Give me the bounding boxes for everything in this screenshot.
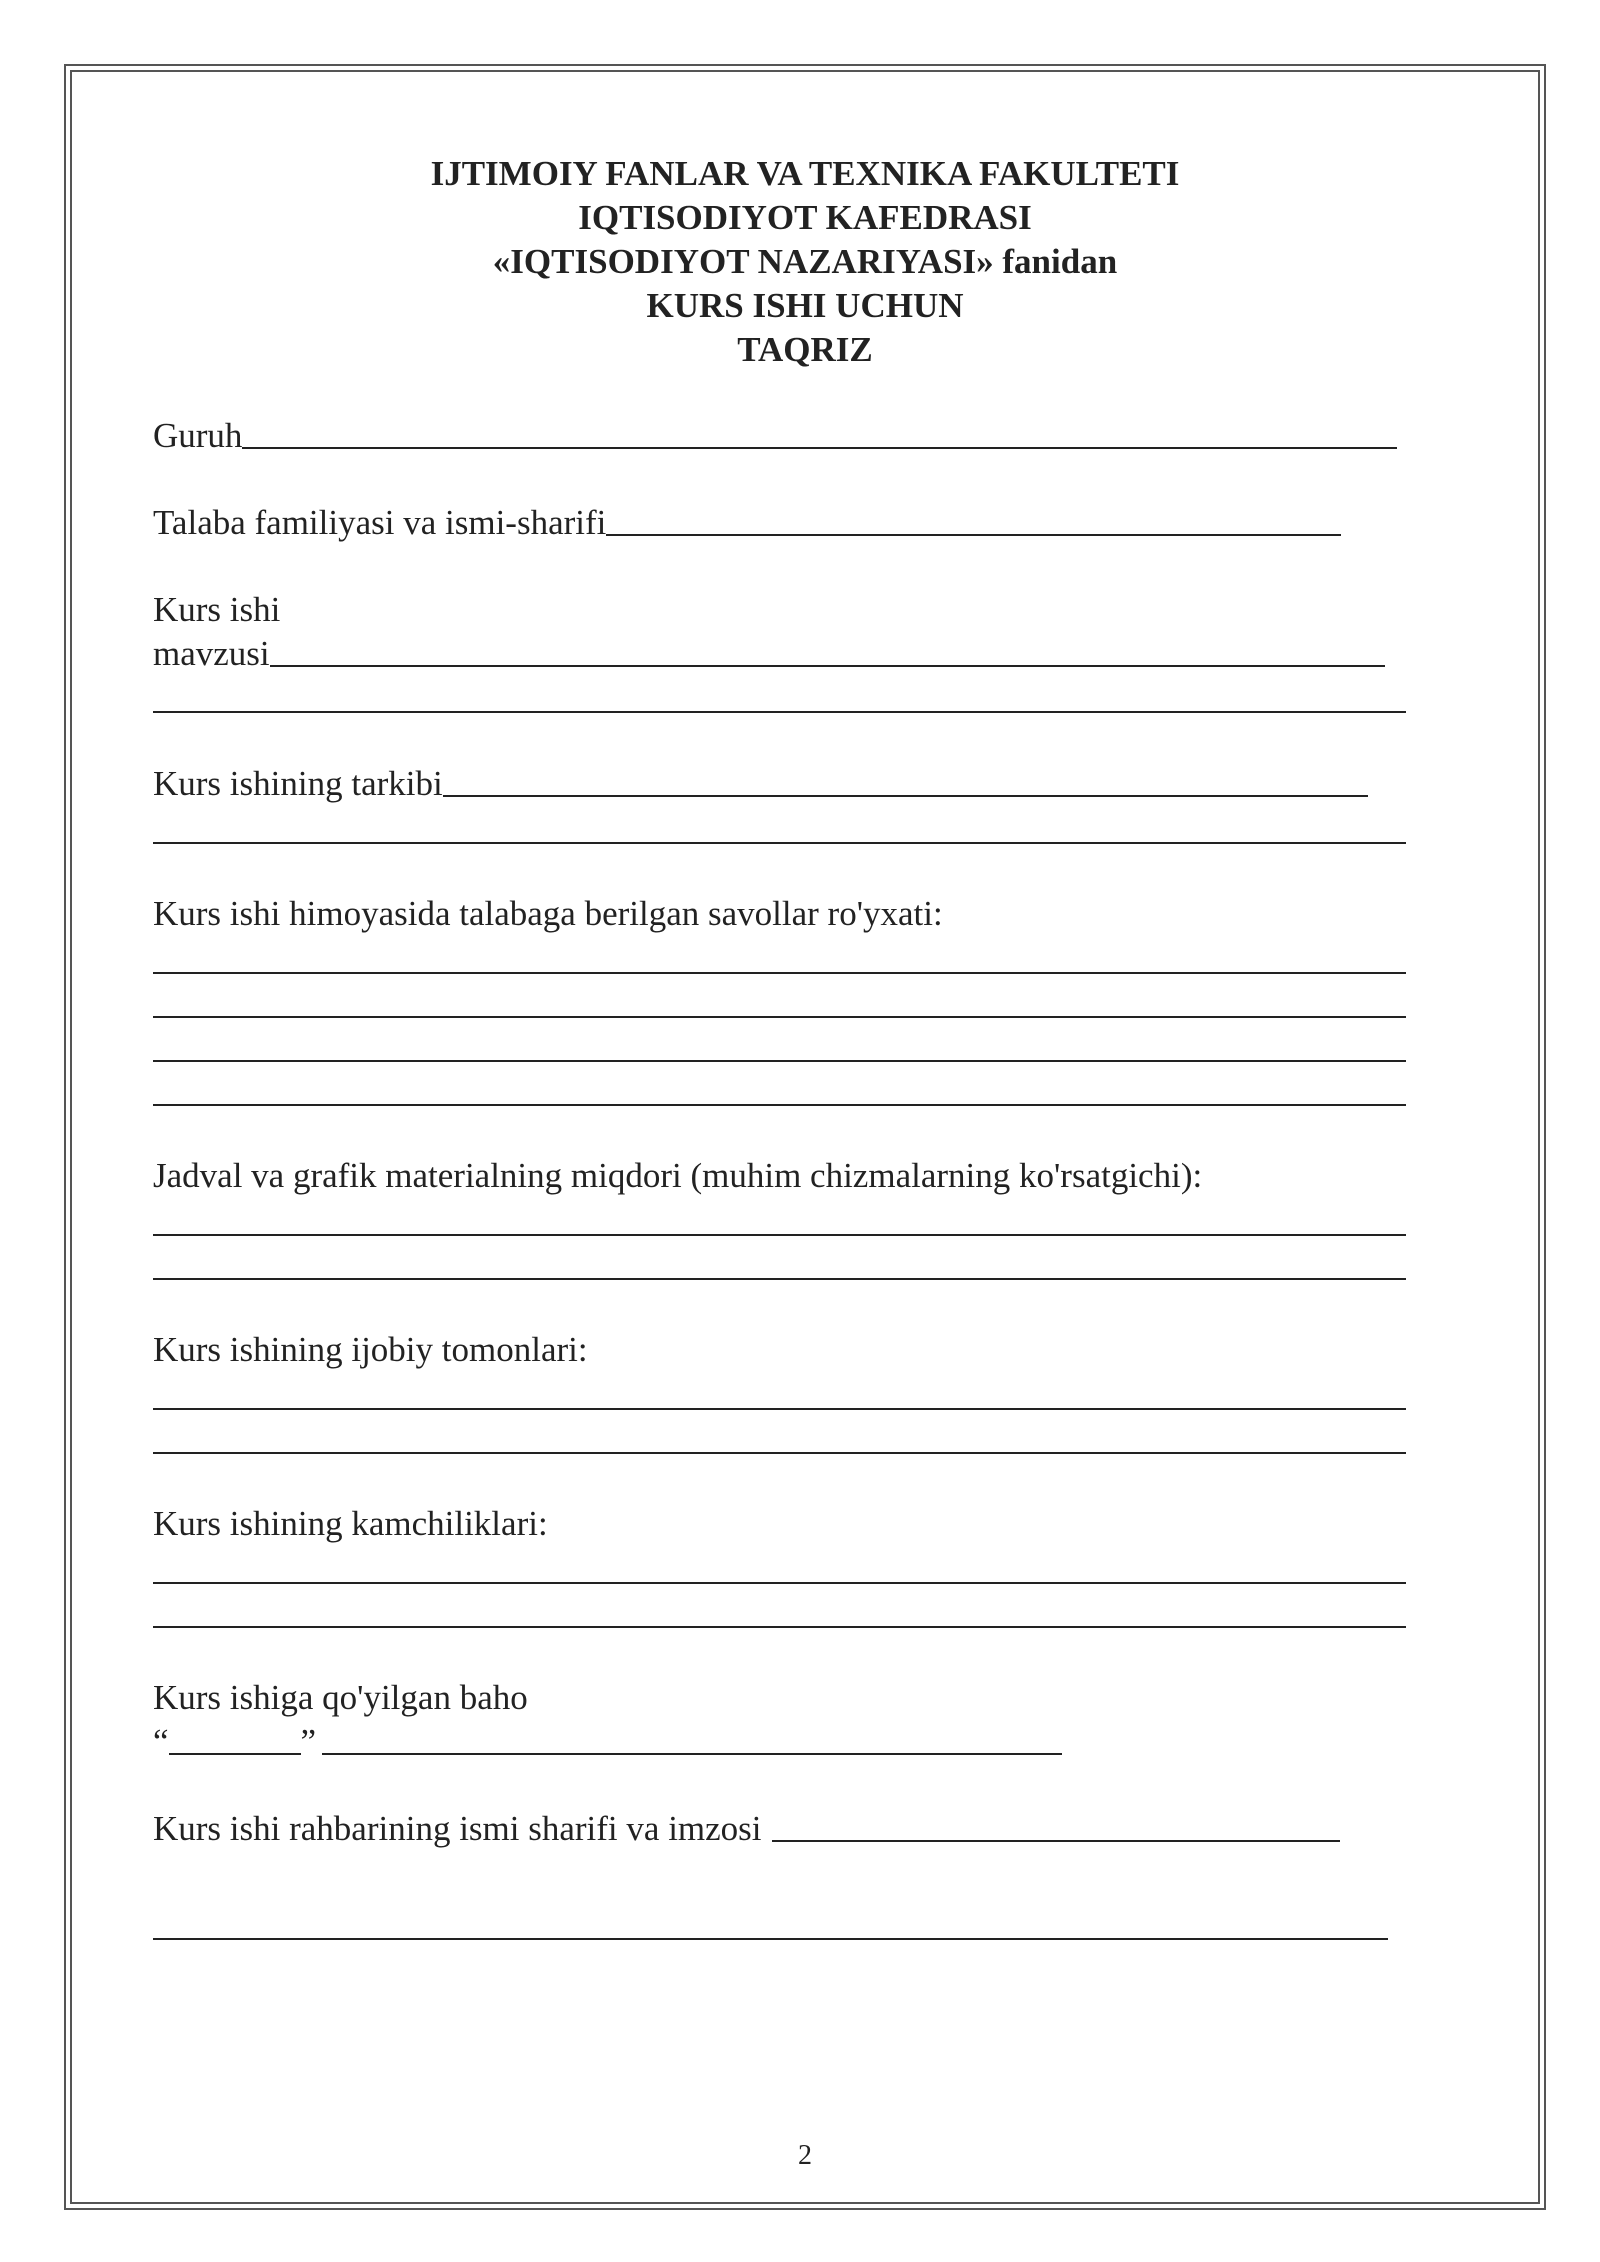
topic-field — [153, 630, 1385, 674]
questions-label: Kurs ishi himoyasida talabaga berilgan savollar ro'yxati: — [153, 894, 943, 933]
page-number: 2 — [798, 2140, 812, 2171]
group-field — [153, 412, 1397, 456]
student-name-input-line[interactable] — [606, 534, 1341, 536]
graphics-line-2[interactable] — [153, 1278, 1406, 1280]
grade-field — [153, 1718, 1062, 1762]
topic-label-line1 — [153, 586, 280, 630]
questions-line-3[interactable] — [153, 1060, 1406, 1062]
grade-label: Kurs ishiga qo'yilgan baho — [153, 1678, 528, 1717]
page-border-inner — [70, 70, 1540, 2204]
faculty-title: IJTIMOIY FANLAR VA TEXNIKA FAKULTETI — [430, 154, 1180, 193]
questions-field — [153, 890, 943, 934]
positives-label: Kurs ishining ijobiy tomonlari: — [153, 1330, 588, 1369]
structure-label: Kurs ishining tarkibi — [153, 764, 443, 803]
grade-label-row — [153, 1674, 528, 1718]
structure-extra-line[interactable] — [153, 842, 1406, 844]
questions-line-1[interactable] — [153, 972, 1406, 974]
grade-words-line[interactable] — [322, 1753, 1062, 1755]
supervisor-extra-line[interactable] — [153, 1938, 1388, 1940]
shortcomings-line-2[interactable] — [153, 1626, 1406, 1628]
positives-field — [153, 1326, 588, 1370]
student-name-field — [153, 499, 1341, 543]
supervisor-field — [153, 1805, 1340, 1849]
topic-input-line[interactable] — [270, 665, 1385, 667]
supervisor-label: Kurs ishi rahbarining ismi sharifi va imzosi — [153, 1809, 762, 1848]
group-label: Guruh — [153, 416, 243, 455]
document-header — [70, 152, 1540, 372]
shortcomings-line-1[interactable] — [153, 1582, 1406, 1584]
shortcomings-field — [153, 1500, 548, 1544]
document-type: TAQRIZ — [737, 330, 873, 369]
topic-label-part1: Kurs ishi — [153, 590, 281, 629]
graphics-line-1[interactable] — [153, 1234, 1406, 1236]
subject-title: «IQTISODIYOT NAZARIYASI» fanidan — [492, 242, 1118, 281]
questions-line-2[interactable] — [153, 1016, 1406, 1018]
graphics-label: Jadval va grafik materialning miqdori (muhim chizmalarning ko'rsatgichi): — [153, 1156, 1203, 1195]
questions-line-4[interactable] — [153, 1104, 1406, 1106]
grade-score-line[interactable] — [169, 1753, 301, 1755]
document-purpose: KURS ISHI UCHUN — [646, 286, 964, 325]
grade-open-quote: “ — [153, 1722, 169, 1761]
student-name-label: Talaba familiyasi va ismi-sharifi — [153, 503, 607, 542]
graphics-field — [153, 1152, 1202, 1196]
shortcomings-label: Kurs ishining kamchiliklari: — [153, 1504, 548, 1543]
group-input-line[interactable] — [242, 447, 1397, 449]
structure-input-line[interactable] — [443, 795, 1368, 797]
department-title: IQTISODIYOT KAFEDRASI — [578, 198, 1032, 237]
structure-field — [153, 760, 1368, 804]
topic-extra-line[interactable] — [153, 711, 1406, 713]
positives-line-1[interactable] — [153, 1408, 1406, 1410]
positives-line-2[interactable] — [153, 1452, 1406, 1454]
topic-label-part2: mavzusi — [153, 634, 270, 673]
supervisor-signature-line[interactable] — [772, 1840, 1340, 1842]
grade-close-quote: ” — [300, 1722, 317, 1761]
